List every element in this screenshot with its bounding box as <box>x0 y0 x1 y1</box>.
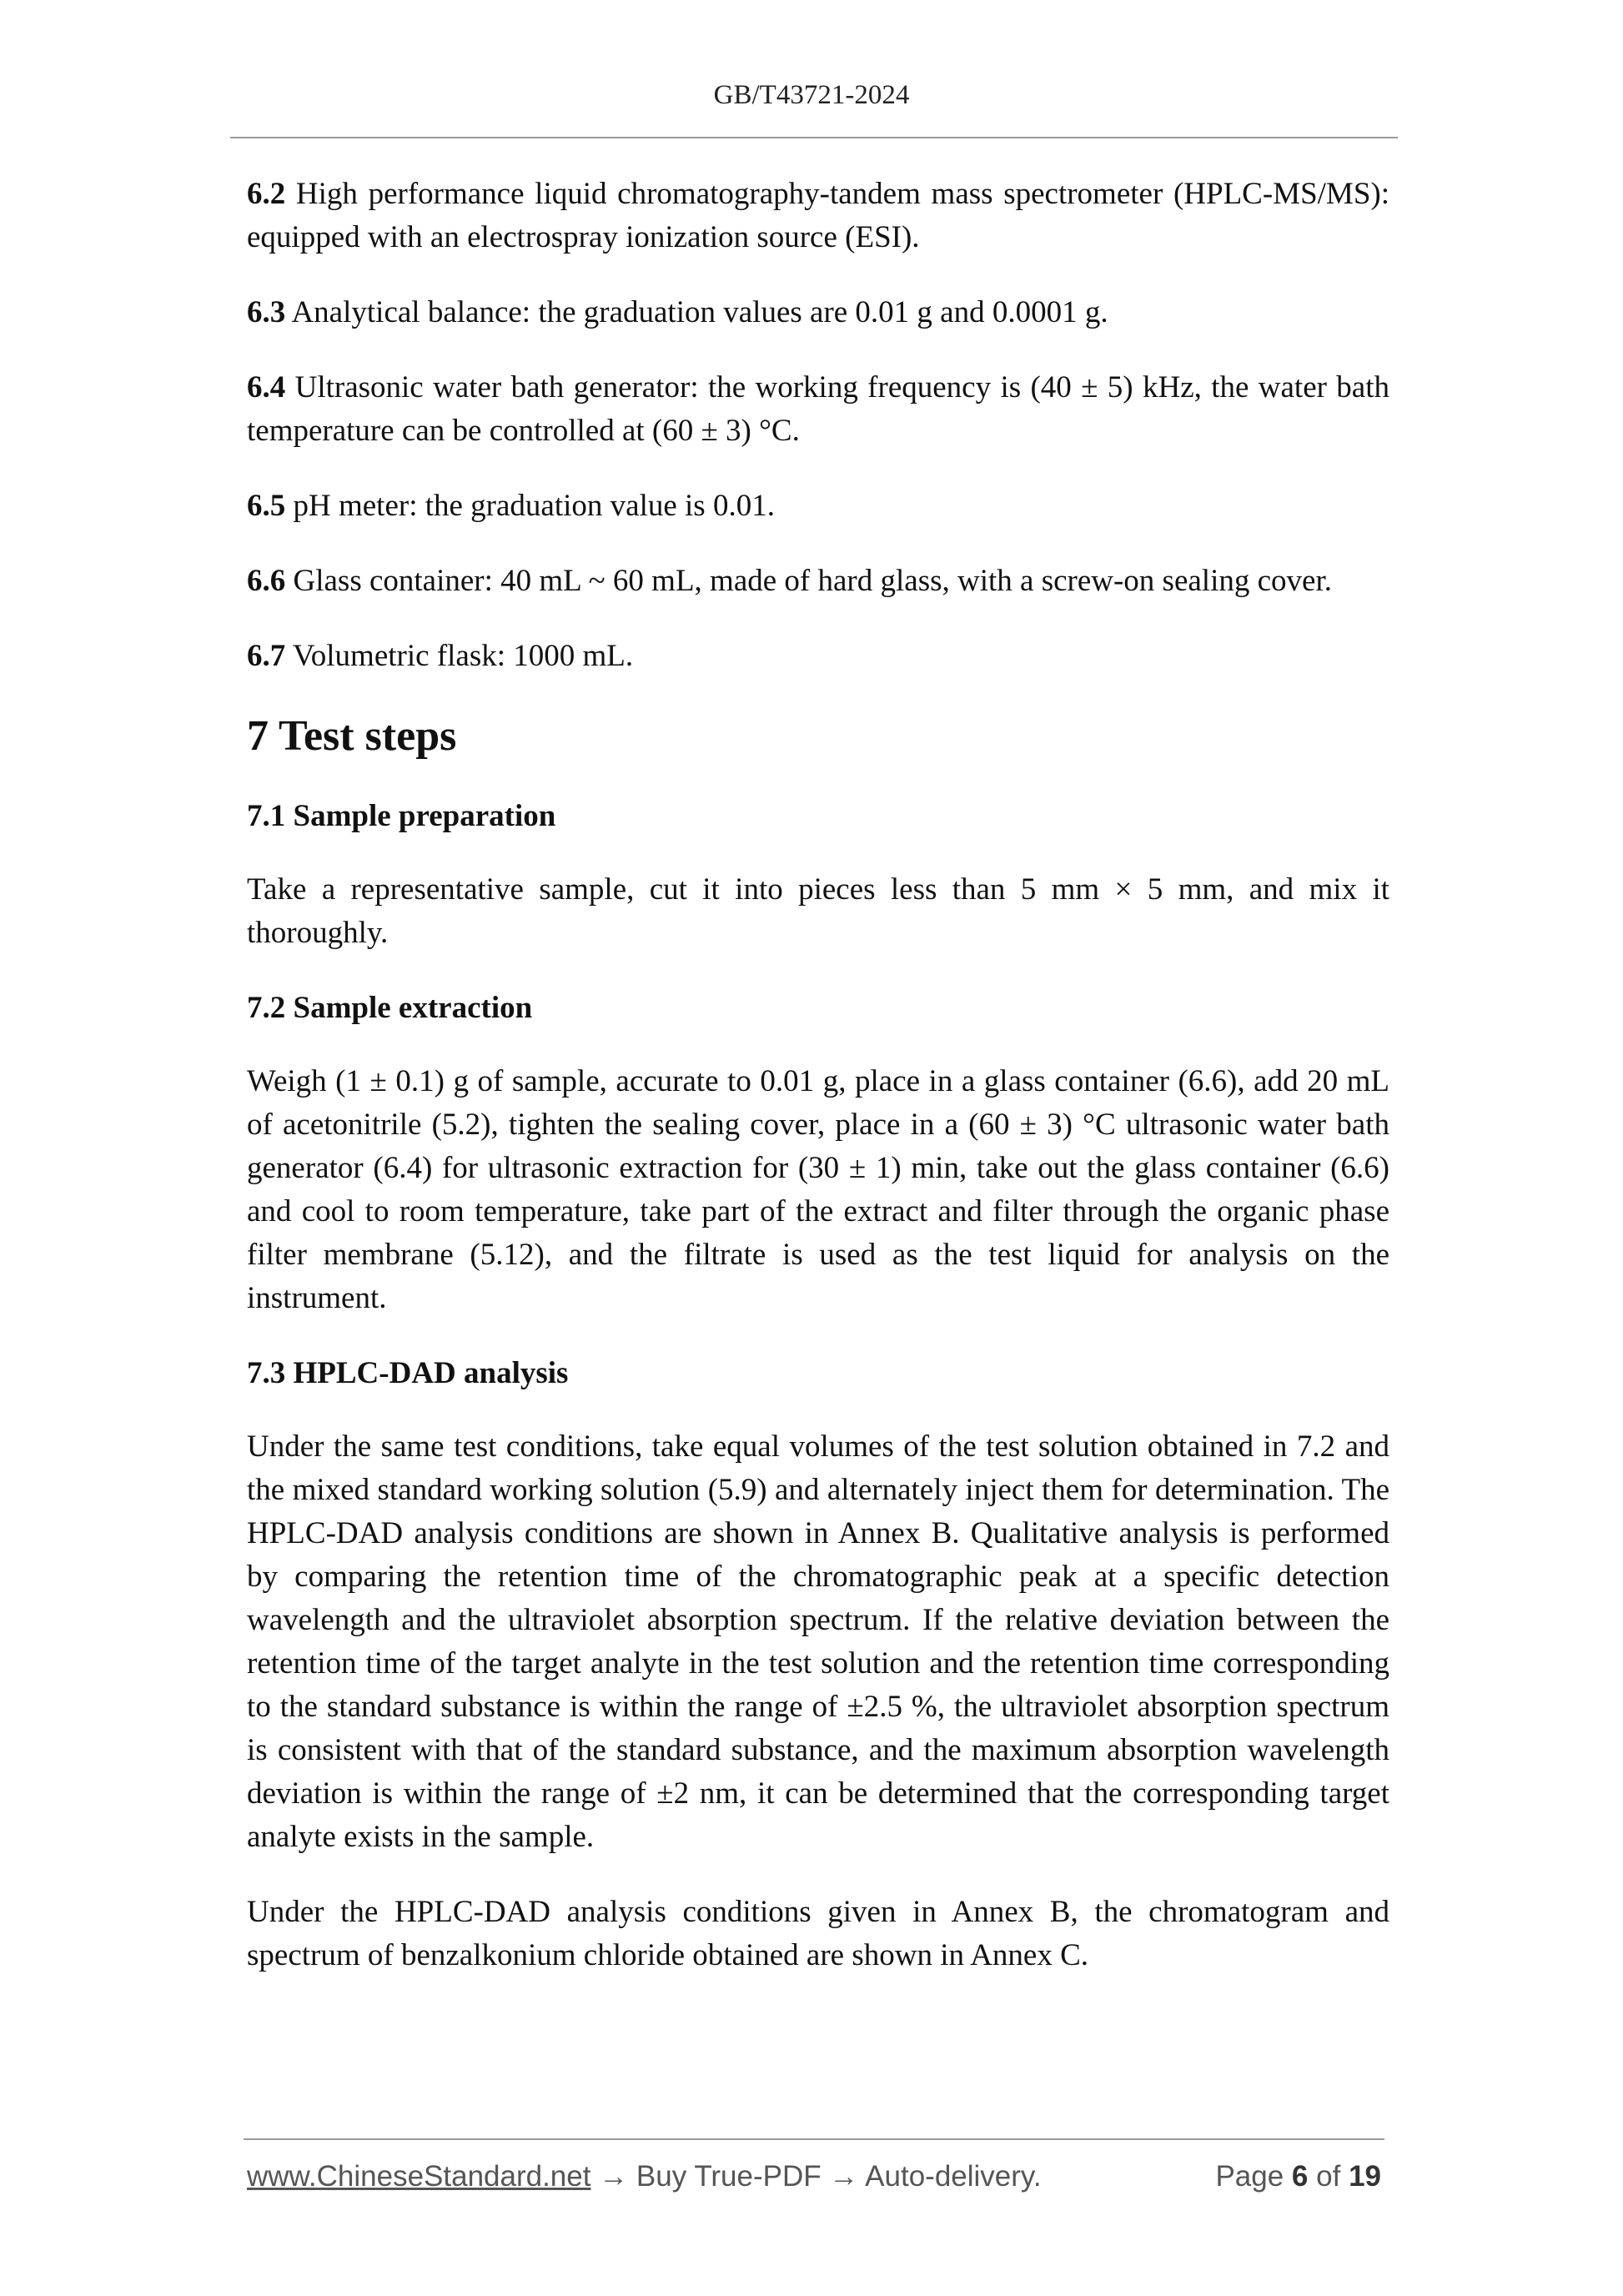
item-text: High performance liquid chromatography-tandem mass spectrometer (HPLC-MS/MS): equipped with an electrospray ionization source (ESI). <box>247 177 1389 254</box>
item-number: 6.4 <box>247 370 286 404</box>
item-number: 6.2 <box>247 177 286 211</box>
section-7-3-heading: 7.3 HPLC-DAD analysis <box>247 1356 569 1390</box>
page-number: 6 <box>1291 2160 1309 2193</box>
item-number: 6.3 <box>247 295 286 329</box>
promo-text: → Buy True-PDF → Auto-delivery. <box>590 2160 1042 2193</box>
item-6-5 <box>247 485 1389 528</box>
page-content <box>247 173 1389 2009</box>
item-6-4 <box>247 366 1389 453</box>
item-text: Glass container: 40 mL ~ 60 mL, made of hard glass, with a screw-on sealing cover. <box>285 564 1332 598</box>
header-divider <box>230 137 1398 138</box>
section-7-2-body: Weigh (1 ± 0.1) g of sample, accurate to 0.01 g, place in a glass container (6.6), add 20 mL of acetonitrile (5.2), tighten the sealing cover, place in a (60 ± 3) °C ultrasonic water bath generator (6.4) for ultrasonic extraction for (30 ± 1) min, take out the glass container (6.6) and cool to room temperature, take part of the extract and filter through the organic phase filter membrane (5.12), and the filtrate is used as the test liquid for analysis on the instrument. <box>247 1064 1389 1315</box>
page-footer <box>247 2160 1381 2193</box>
document-id: GB/T43721-2024 <box>713 80 910 110</box>
item-number: 6.5 <box>247 489 286 523</box>
of-label: of <box>1316 2160 1341 2193</box>
website-link[interactable]: www.ChineseStandard.net <box>247 2160 591 2193</box>
section-7-1-heading: 7.1 Sample preparation <box>247 799 556 833</box>
section-7-3-body-2: Under the HPLC-DAD analysis conditions given in Annex B, the chromatogram and spectrum of benzalkonium chloride obtained are shown in Annex C. <box>247 1895 1389 1972</box>
item-6-3 <box>247 291 1389 334</box>
section-7-2-heading: 7.2 Sample extraction <box>247 991 533 1025</box>
page-total: 19 <box>1349 2160 1381 2193</box>
page-label: Page <box>1215 2160 1284 2193</box>
footer-divider <box>244 2138 1384 2140</box>
item-text: Volumetric flask: 1000 mL. <box>285 639 634 673</box>
item-6-7 <box>247 635 1389 678</box>
page-indicator <box>1215 2160 1381 2193</box>
item-6-6 <box>247 560 1389 603</box>
item-number: 6.7 <box>247 639 286 673</box>
section-7-title: 7 Test steps <box>247 712 457 760</box>
section-7-1-body: Take a representative sample, cut it into pieces less than 5 mm × 5 mm, and mix it thoroughly. <box>247 872 1389 950</box>
item-text: Ultrasonic water bath generator: the working frequency is (40 ± 5) kHz, the water bath temperature can be controlled at (60 ± 3) °C. <box>247 370 1389 448</box>
item-text: Analytical balance: the graduation values are 0.01 g and 0.0001 g. <box>285 295 1108 329</box>
item-text: pH meter: the graduation value is 0.01. <box>285 489 775 523</box>
item-6-2 <box>247 173 1389 259</box>
item-number: 6.6 <box>247 564 286 598</box>
section-7-3-body-1: Under the same test conditions, take equal volumes of the test solution obtained in 7.2 and the mixed standard working solution (5.9) and alternately inject them for determination. The HPLC-DAD analysis conditions are shown in Annex B. Qualitative analysis is performed by comparing the retention time of the chromatographic peak at a specific detection wavelength and the ultraviolet absorption spectrum. If the relative deviation between the retention time of the target analyte in the test solution and the retention time corresponding to the standard substance is within the range of ±2.5 %, the ultraviolet absorption spectrum is consistent with that of the standard substance, and the maximum absorption wavelength deviation is within the range of ±2 nm, it can be determined that the corresponding target analyte exists in the sample. <box>247 1429 1389 1854</box>
